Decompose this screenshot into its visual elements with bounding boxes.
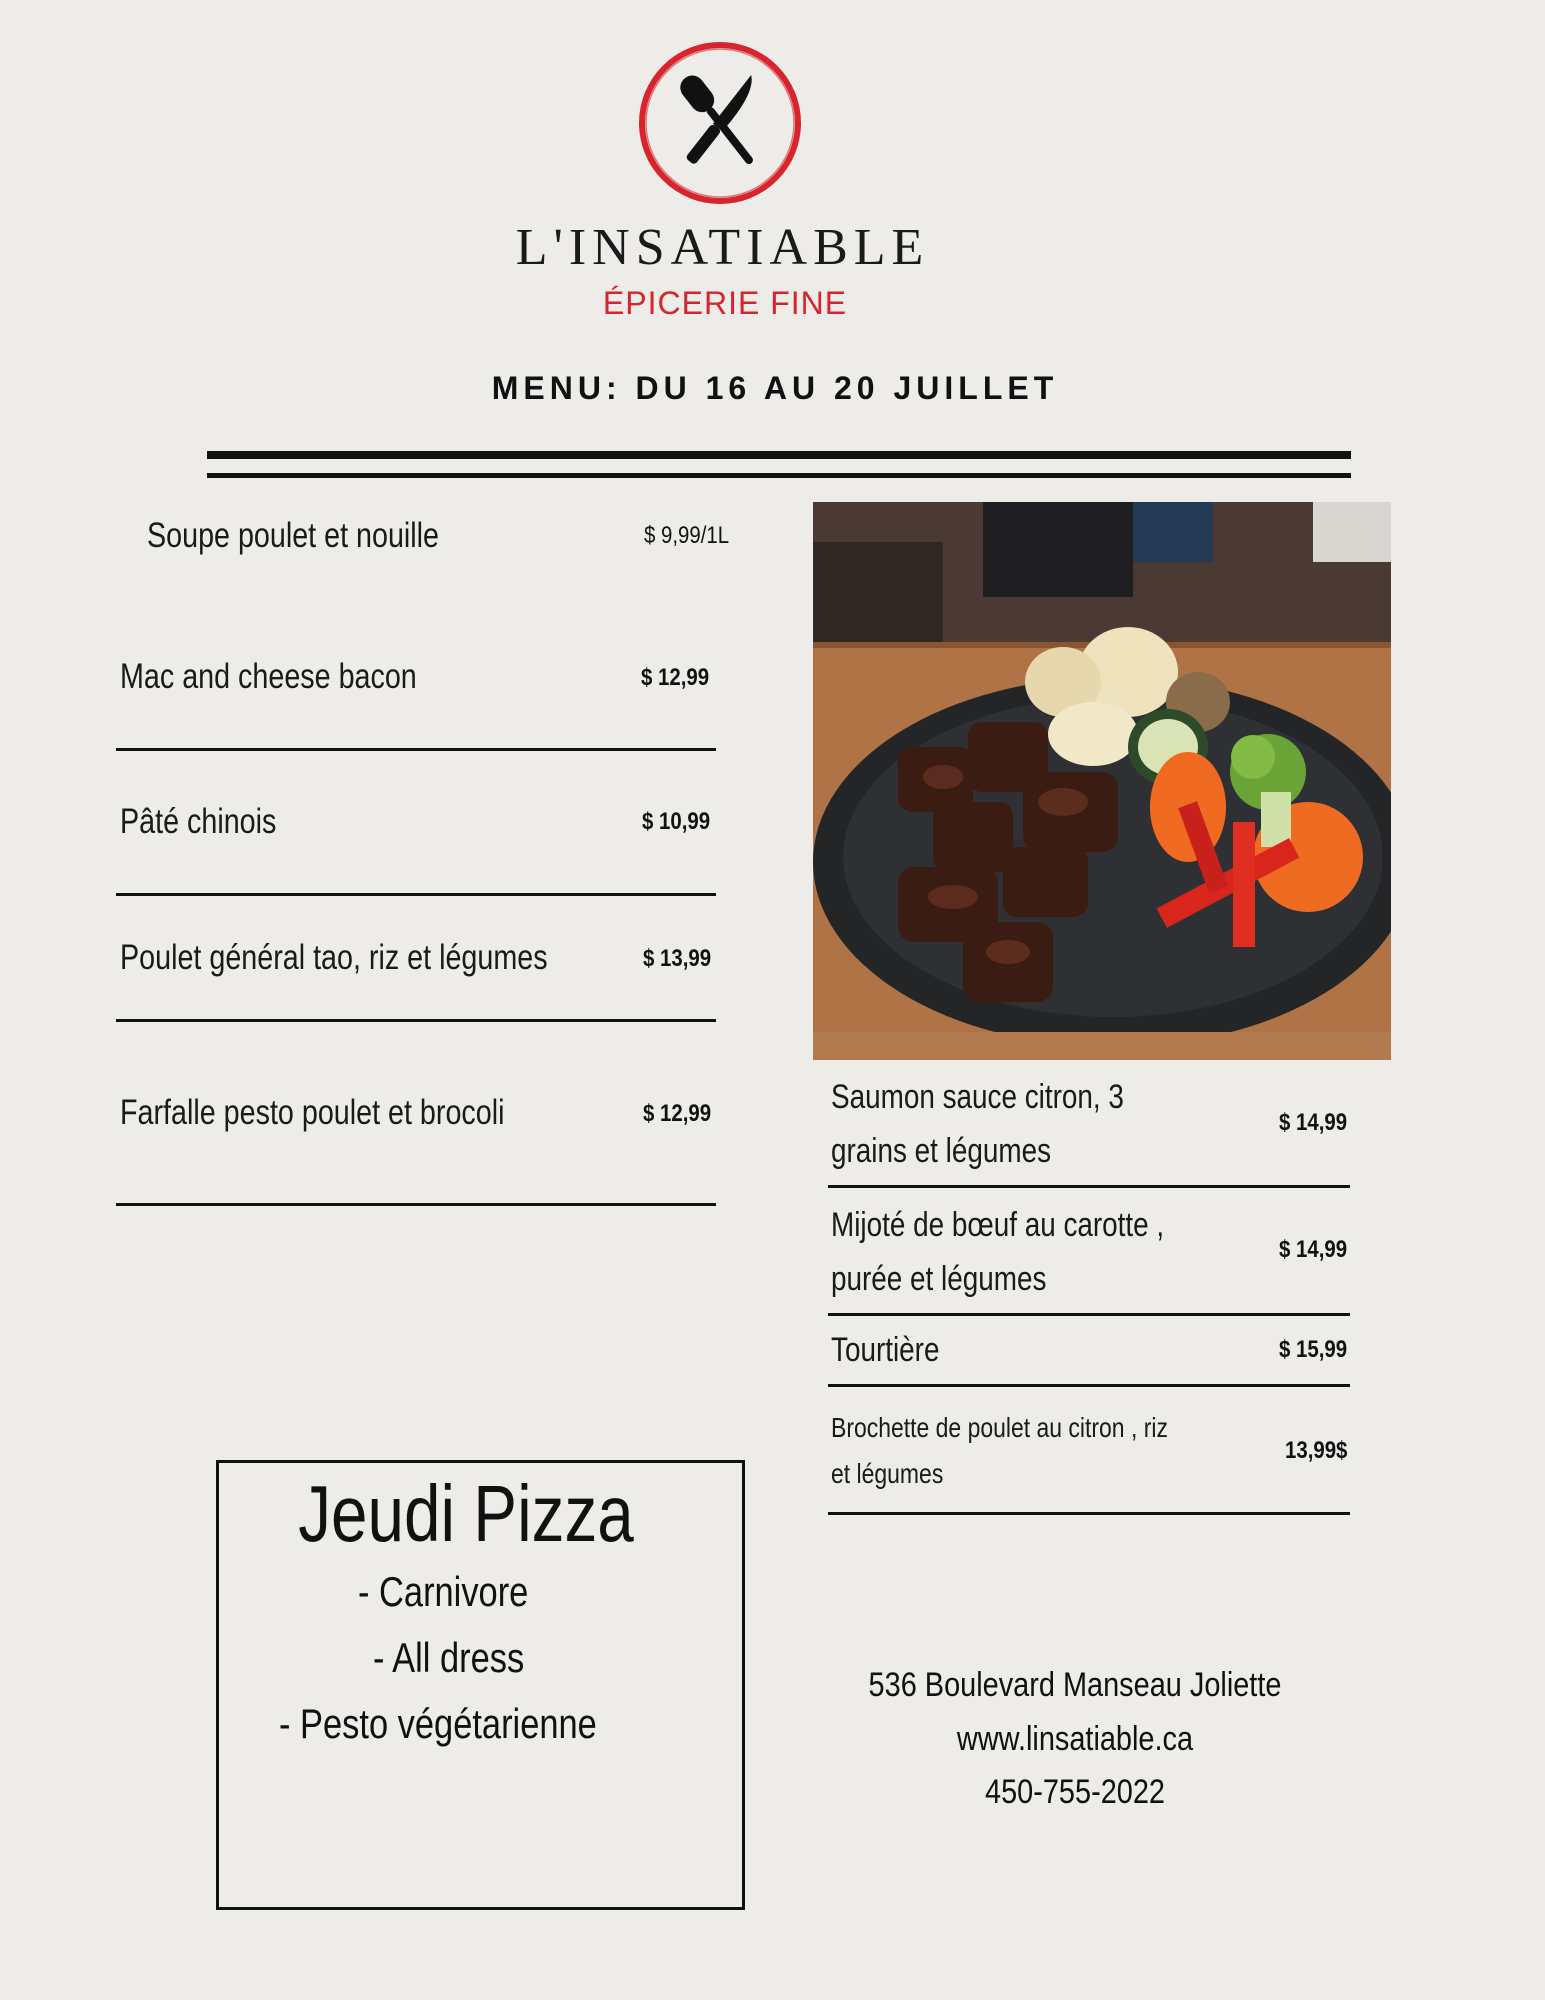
menu-item-name-line1: Saumon sauce citron, 3 [831,1078,1124,1116]
item-separator [116,1019,716,1022]
item-separator [828,1313,1350,1316]
item-separator [828,1384,1350,1387]
pizza-item: - All dress [373,1634,525,1681]
brand-name: L'INSATIABLE [515,219,930,276]
address: 536 Boulevard Manseau Joliette [868,1666,1282,1704]
menu-item-name-line1: Brochette de poulet au citron , riz [831,1412,1168,1443]
menu-item-price: $ 14,99 [1278,1236,1347,1263]
menu-item-price: 13,99$ [1284,1437,1347,1464]
menu-item-price: $ 14,99 [1278,1109,1347,1136]
menu-item-name: Soupe poulet et nouille [147,516,440,555]
menu-item-name-line1: Mijoté de bœuf au carotte , [831,1206,1165,1244]
phone-number[interactable]: 450-755-2022 [985,1773,1165,1811]
menu-title: MENU: DU 16 AU 20 JUILLET [491,370,1059,406]
item-separator [116,893,716,896]
menu-item-name-line2: et légumes [831,1458,944,1489]
menu-item-name: Poulet général tao, riz et légumes [120,938,548,977]
menu-item-price: $ 12,99 [641,664,710,691]
logo [635,38,805,208]
crossed-knife-spatula-icon [635,38,805,208]
menu-item-name: Pâté chinois [120,802,277,841]
menu-item-name-line2: grains et légumes [831,1132,1052,1170]
pizza-item: - Carnivore [358,1568,529,1615]
menu-item-price: $ 15,99 [1278,1336,1347,1363]
pizza-title: Jeudi Pizza [298,1469,634,1558]
menu-item-price: $ 9,99/1L [644,522,730,549]
beef-stew-plate-photo [813,502,1391,1060]
menu-item-price: $ 13,99 [643,945,712,972]
menu-item-price: $ 10,99 [642,808,711,835]
menu-item-name-line1: Tourtière [831,1331,940,1369]
menu-item-name: Mac and cheese bacon [120,657,417,696]
divider-thick [207,451,1351,459]
item-separator [116,748,716,751]
item-separator [828,1185,1350,1188]
brand-subtitle: ÉPICERIE FINE [602,285,848,321]
item-separator [828,1512,1350,1515]
divider-thin [207,473,1351,478]
website-link[interactable]: www.linsatiable.ca [956,1720,1194,1758]
item-separator [116,1203,716,1206]
menu-item-name: Farfalle pesto poulet et brocoli [120,1093,505,1132]
pizza-item: - Pesto végétarienne [279,1700,597,1747]
menu-item-name-line2: purée et légumes [831,1260,1047,1298]
menu-item-price: $ 12,99 [643,1100,712,1127]
